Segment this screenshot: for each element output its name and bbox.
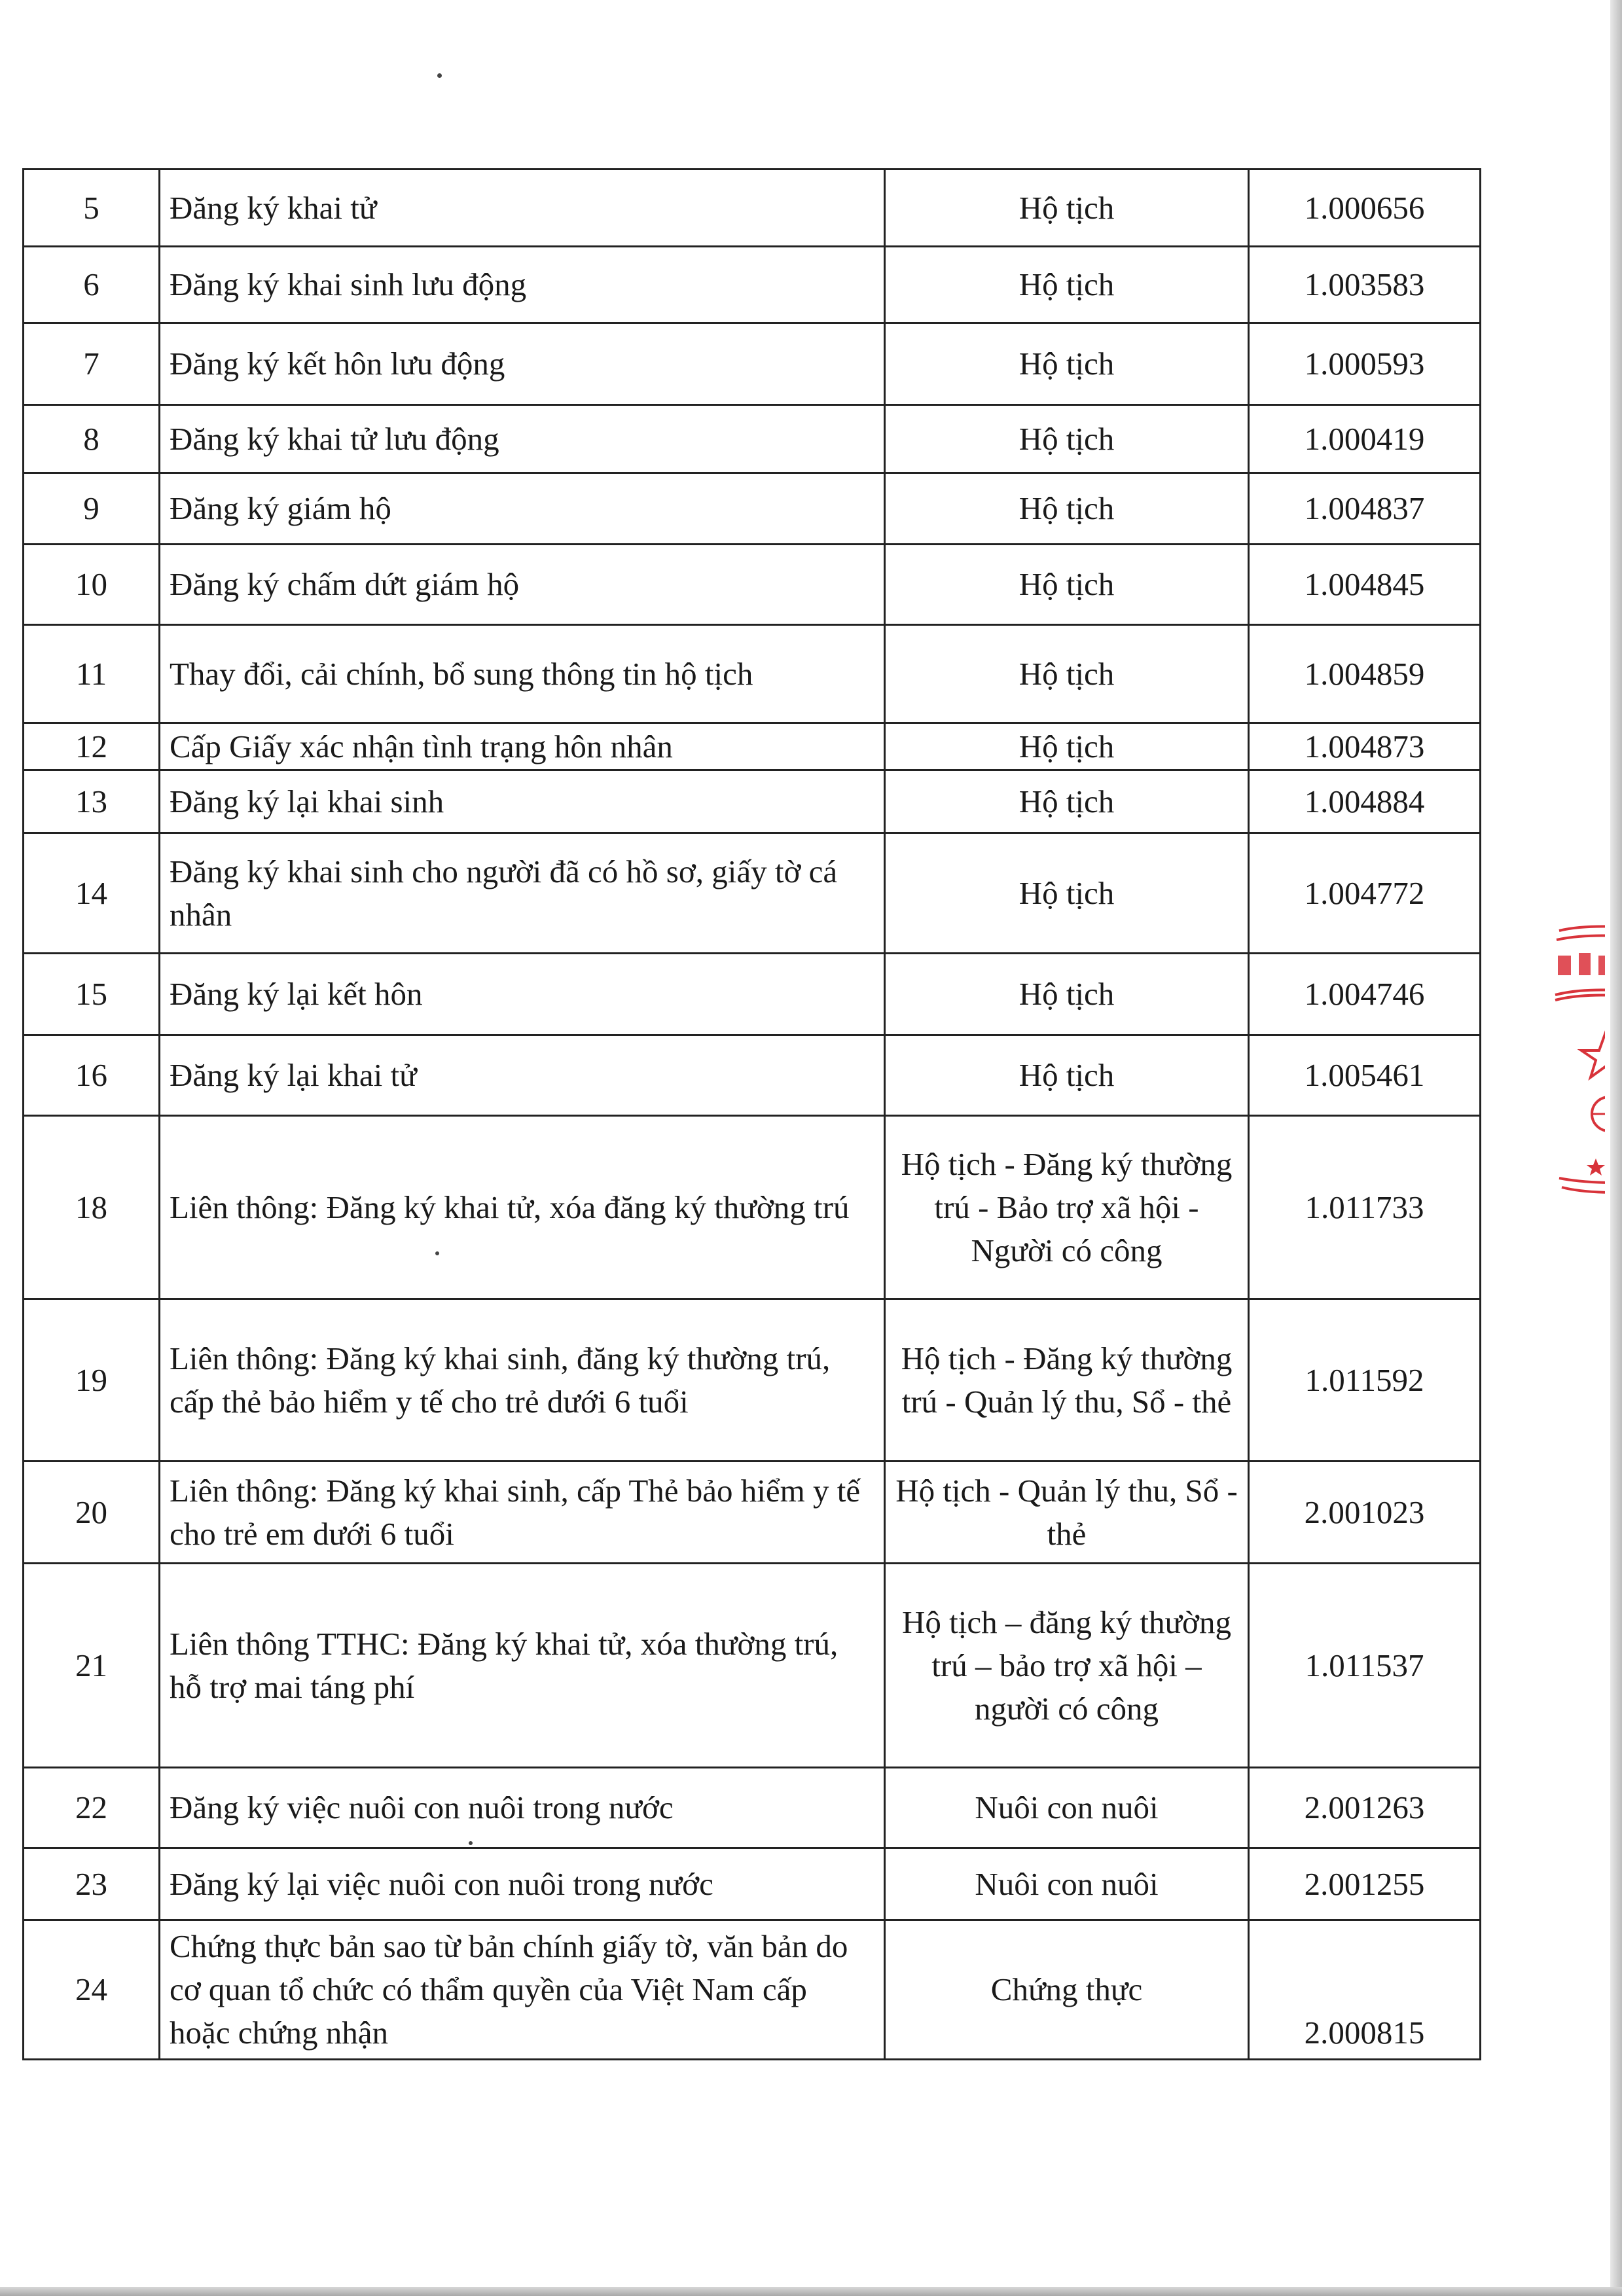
procedure-field: Hộ tịch (885, 770, 1249, 833)
red-seal-stamp-fragment (1553, 923, 1605, 1211)
procedure-field: Chứng thực (885, 1920, 1249, 2060)
procedure-field: Hộ tịch (885, 625, 1249, 723)
procedure-field: Hộ tịch - Đăng ký thường trú - Bảo trợ xã hội - Người có công (885, 1116, 1249, 1299)
procedure-field: Hộ tịch (885, 723, 1249, 770)
table-row (24, 1116, 1481, 1299)
procedure-code: 1.000419 (1249, 405, 1481, 473)
procedure-name: Cấp Giấy xác nhận tình trạng hôn nhân (160, 723, 885, 770)
procedure-field: Hộ tịch (885, 545, 1249, 625)
table-row (24, 954, 1481, 1035)
table-row (24, 170, 1481, 247)
procedure-name: Đăng ký lại kết hôn (160, 954, 885, 1035)
scan-speck (437, 73, 442, 78)
procedure-name: Đăng ký chấm dứt giám hộ (160, 545, 885, 625)
procedure-field: Hộ tịch (885, 1035, 1249, 1116)
procedure-name: Đăng ký giám hộ (160, 473, 885, 545)
procedure-field: Nuôi con nuôi (885, 1848, 1249, 1920)
table-row (24, 1462, 1481, 1564)
table-row (24, 545, 1481, 625)
table-row (24, 770, 1481, 833)
row-number: 24 (24, 1920, 160, 2060)
row-number: 18 (24, 1116, 160, 1299)
row-number: 6 (24, 247, 160, 323)
procedure-name: Chứng thực bản sao từ bản chính giấy tờ, văn bản do cơ quan tổ chức có thẩm quyền của Việt Nam cấp hoặc chứng nhận (160, 1920, 885, 2060)
procedure-name: Liên thông TTHC: Đăng ký khai tử, xóa thường trú, hỗ trợ mai táng phí (160, 1564, 885, 1768)
procedure-table (22, 168, 1481, 2060)
table-row (24, 1768, 1481, 1848)
procedure-code: 1.003583 (1249, 247, 1481, 323)
procedure-field: Hộ tịch (885, 170, 1249, 247)
procedure-field: Hộ tịch (885, 833, 1249, 954)
procedure-code: 2.001023 (1249, 1462, 1481, 1564)
procedure-field: Nuôi con nuôi (885, 1768, 1249, 1848)
table-row (24, 1564, 1481, 1768)
procedure-name: Đăng ký lại khai sinh (160, 770, 885, 833)
procedure-code: 1.011733 (1249, 1116, 1481, 1299)
row-number: 14 (24, 833, 160, 954)
table-row (24, 1848, 1481, 1920)
row-number: 13 (24, 770, 160, 833)
procedure-code: 1.004772 (1249, 833, 1481, 954)
procedure-code: 1.011592 (1249, 1299, 1481, 1462)
row-number: 10 (24, 545, 160, 625)
row-number: 12 (24, 723, 160, 770)
row-number: 21 (24, 1564, 160, 1768)
table-row (24, 473, 1481, 545)
procedure-field: Hộ tịch (885, 323, 1249, 405)
table-row (24, 1920, 1481, 2060)
procedure-field: Hộ tịch (885, 405, 1249, 473)
row-number: 8 (24, 405, 160, 473)
table-row (24, 247, 1481, 323)
row-number: 7 (24, 323, 160, 405)
table-row (24, 723, 1481, 770)
table-row (24, 323, 1481, 405)
procedure-code: 2.001255 (1249, 1848, 1481, 1920)
scan-edge-right (1610, 0, 1622, 2296)
procedure-code: 1.005461 (1249, 1035, 1481, 1116)
procedure-name: Đăng ký việc nuôi con nuôi trong nước (160, 1768, 885, 1848)
row-number: 5 (24, 170, 160, 247)
procedure-code: 2.000815 (1249, 1920, 1481, 2060)
table-row (24, 625, 1481, 723)
row-number: 15 (24, 954, 160, 1035)
table-row (24, 405, 1481, 473)
procedure-code: 1.000593 (1249, 323, 1481, 405)
procedure-code: 1.011537 (1249, 1564, 1481, 1768)
procedure-field: Hộ tịch - Quản lý thu, Sổ - thẻ (885, 1462, 1249, 1564)
row-number: 11 (24, 625, 160, 723)
table-row (24, 1035, 1481, 1116)
procedure-name: Đăng ký kết hôn lưu động (160, 323, 885, 405)
row-number: 16 (24, 1035, 160, 1116)
row-number: 9 (24, 473, 160, 545)
row-number: 22 (24, 1768, 160, 1848)
procedure-code: 1.000656 (1249, 170, 1481, 247)
row-number: 19 (24, 1299, 160, 1462)
procedure-code: 1.004837 (1249, 473, 1481, 545)
procedure-field: Hộ tịch (885, 954, 1249, 1035)
procedure-field: Hộ tịch (885, 247, 1249, 323)
procedure-name: Đăng ký khai tử lưu động (160, 405, 885, 473)
procedure-name: Đăng ký khai sinh lưu động (160, 247, 885, 323)
row-number: 20 (24, 1462, 160, 1564)
table-row (24, 833, 1481, 954)
procedure-name: Liên thông: Đăng ký khai sinh, cấp Thẻ bảo hiểm y tế cho trẻ em dưới 6 tuổi (160, 1462, 885, 1564)
procedure-code: 1.004845 (1249, 545, 1481, 625)
procedure-code: 2.001263 (1249, 1768, 1481, 1848)
procedure-name: Liên thông: Đăng ký khai tử, xóa đăng ký thường trú (160, 1116, 885, 1299)
table-row (24, 1299, 1481, 1462)
procedure-name: Đăng ký lại khai tử (160, 1035, 885, 1116)
procedure-field: Hộ tịch – đăng ký thường trú – bảo trợ xã hội – người có công (885, 1564, 1249, 1768)
procedure-name: Đăng ký khai tử (160, 170, 885, 247)
procedure-code: 1.004873 (1249, 723, 1481, 770)
row-number: 23 (24, 1848, 160, 1920)
procedure-name: Đăng ký khai sinh cho người đã có hồ sơ, giấy tờ cá nhân (160, 833, 885, 954)
scan-edge-bottom (0, 2287, 1622, 2296)
procedure-name: Đăng ký lại việc nuôi con nuôi trong nước (160, 1848, 885, 1920)
procedure-name: Liên thông: Đăng ký khai sinh, đăng ký thường trú, cấp thẻ bảo hiểm y tế cho trẻ dưới 6 tuổi (160, 1299, 885, 1462)
procedure-field: Hộ tịch (885, 473, 1249, 545)
procedure-field: Hộ tịch - Đăng ký thường trú - Quản lý thu, Sổ - thẻ (885, 1299, 1249, 1462)
procedure-code: 1.004859 (1249, 625, 1481, 723)
procedure-code: 1.004884 (1249, 770, 1481, 833)
procedure-code: 1.004746 (1249, 954, 1481, 1035)
procedure-name: Thay đổi, cải chính, bổ sung thông tin hộ tịch (160, 625, 885, 723)
